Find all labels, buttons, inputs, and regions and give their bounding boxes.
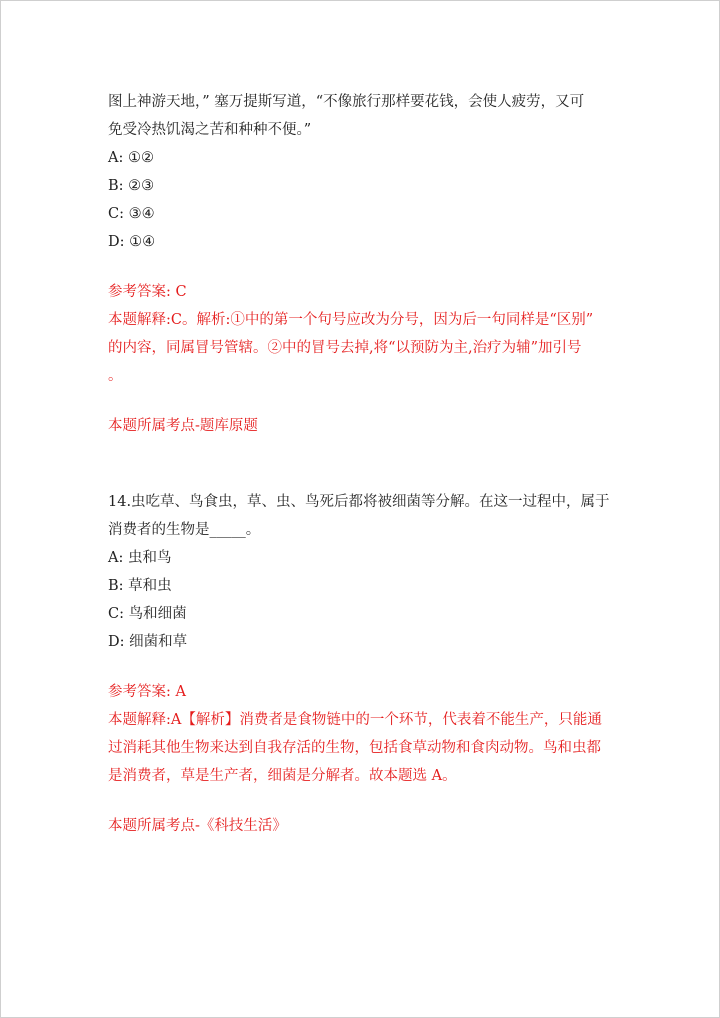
reference-answer: 参考答案: C: [108, 284, 187, 300]
explanation-line: 的内容，同属冒号管辖。②中的冒号去掉,将“以预防为主,治疗为辅”加引号: [108, 340, 582, 356]
question-stem-line: 免受冷热饥渴之苦和种种不便。”: [108, 122, 312, 138]
explanation-line: 本题解释:C。解析:①中的第一个句号应改为分号，因为后一句同样是“区别”: [108, 312, 594, 328]
option-b: B: 草和虫: [108, 578, 172, 594]
option-d: D: ①④: [108, 234, 156, 250]
option-c: C: 鸟和细菌: [108, 606, 187, 622]
explanation-line: 。: [108, 368, 123, 384]
option-c: C: ③④: [108, 206, 155, 222]
explanation-line: 本题解释:A【解析】消费者是食物链中的一个环节，代表着不能生产，只能通: [108, 712, 602, 728]
topic-label: 本题所属考点-题库原题: [108, 418, 258, 434]
option-a: A: ①②: [108, 150, 154, 166]
option-d: D: 细菌和草: [108, 634, 188, 650]
explanation-line: 过消耗其他生物来达到自我存活的生物，包括食草动物和食肉动物。鸟和虫都: [108, 740, 601, 756]
question-13: [108, 88, 618, 440]
question-stem-line: 消费者的生物是_____。: [108, 522, 261, 538]
option-a: A: 虫和鸟: [108, 550, 172, 566]
question-stem-line: 图上神游天地，” 塞万提斯写道，“不像旅行那样要花钱，会使人疲劳，又可: [108, 94, 585, 110]
reference-answer: 参考答案: A: [108, 684, 186, 700]
topic-label: 本题所属考点-《科技生活》: [108, 818, 287, 834]
option-b: B: ②③: [108, 178, 155, 194]
question-stem-line: 14.虫吃草、鸟食虫，草、虫、鸟死后都将被细菌等分解。在这一过程中，属于: [108, 494, 610, 510]
document-body: [108, 88, 618, 840]
question-14: [108, 488, 618, 840]
explanation-line: 是消费者，草是生产者，细菌是分解者。故本题选 A。: [108, 768, 457, 784]
